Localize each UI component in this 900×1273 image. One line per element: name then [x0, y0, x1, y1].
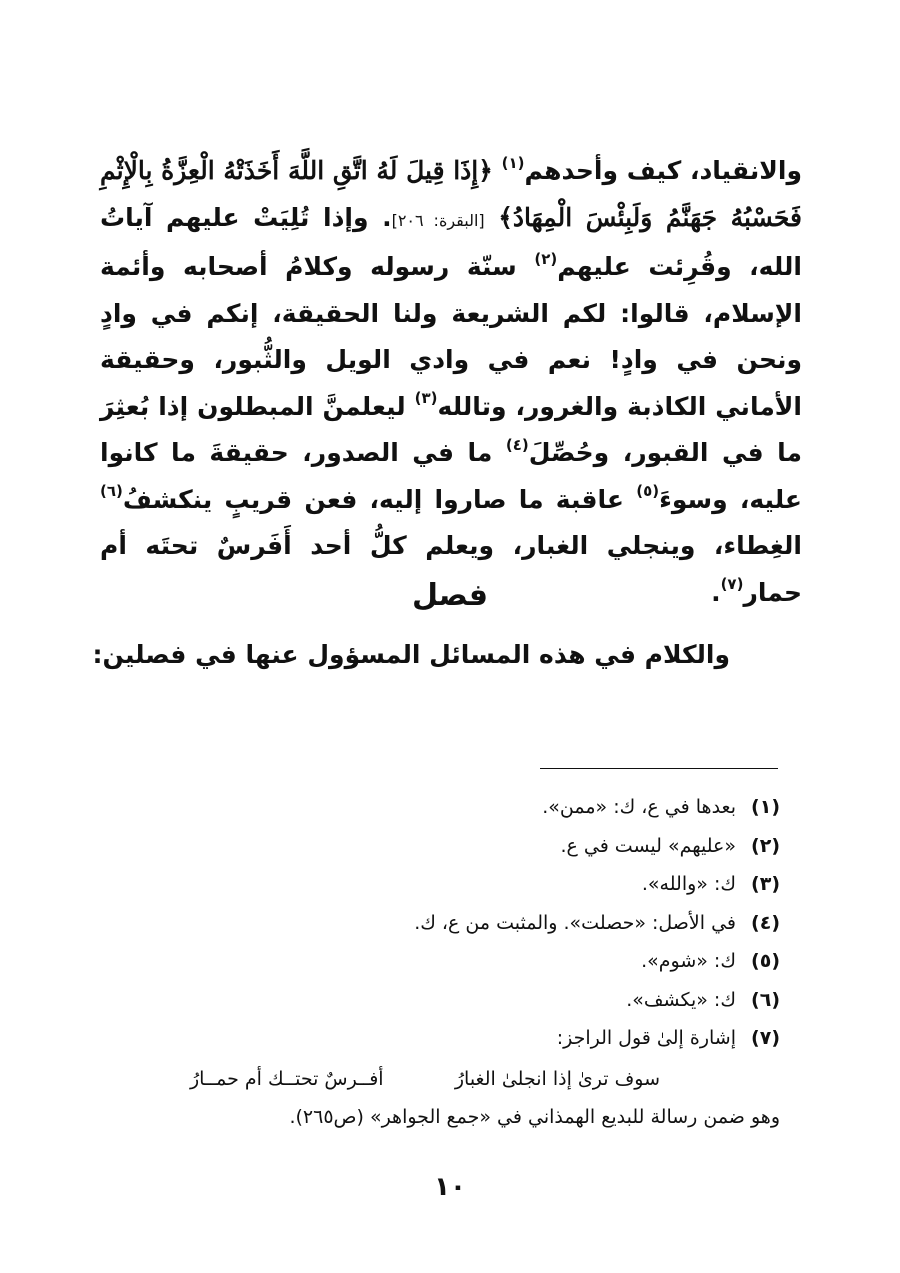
footnote-number: (٧): [751, 1027, 780, 1049]
body-text-segment: سنّة رسوله وكلامُ أصحابه وأئمة الإسلام، قالوا: لكم الشريعة ولنا الحقيقة، إنكم في وادٍ ونحن في وادٍ! نعم في وادي الويل والثُّبور، وحقيقة الأماني الكاذبة والغرور، وتالله: [100, 252, 802, 421]
footnote-ref-3[interactable]: (٣): [414, 389, 438, 408]
footnote-ref-6[interactable]: (٦): [100, 482, 123, 501]
footnote-7: [100, 1019, 780, 1058]
intro-line: والكلام في هذه المسائل المسؤول عنها في فصلين:: [92, 640, 730, 669]
footnote-number: (٢): [751, 834, 780, 857]
footnote-text: بعدها في ع، ك: «ممن».: [542, 796, 736, 818]
footnote-separator: [540, 768, 778, 769]
footnotes-list: [100, 788, 780, 1058]
footnote-1: [100, 788, 780, 827]
footnote-text: «عليهم» ليست في ع.: [560, 834, 736, 857]
footnote-number: (٦): [751, 988, 780, 1011]
footnote-6: [100, 981, 780, 1020]
body-text-segment: الغِطاء، وينجلي الغبار، ويعلم كلُّ أحد أَفَرسٌ تحتَه أم حمار: [100, 531, 802, 607]
verse-reference: [البقرة: ٢٠٦]: [391, 210, 485, 230]
body-text-segment: عاقبة ما صاروا إليه، فعن قريبٍ ينكشفُ: [122, 484, 625, 514]
source-note: وهو ضمن رسالة للبديع الهمذاني في «جمع الجواهر» (ص٢٦٥).: [289, 1106, 780, 1128]
footnote-ref-5[interactable]: (٥): [636, 482, 660, 501]
quran-open-bracket: ﴿: [478, 156, 493, 185]
footnote-number: (١): [751, 796, 780, 818]
section-title: فصل: [412, 578, 488, 613]
main-paragraph: [100, 148, 802, 616]
footnote-text: ك: «شوم».: [641, 950, 736, 972]
footnote-2: [100, 827, 780, 866]
footnote-number: (٥): [751, 950, 780, 972]
poem-verse: [190, 1068, 660, 1098]
footnote-text: إشارة إلىٰ قول الراجز:: [556, 1027, 736, 1049]
body-text-segment: والانقياد، كيف وأحدهم: [524, 156, 802, 185]
footnote-3: [100, 865, 780, 904]
body-text-segment: . وإذا تُلِيَتْ عليهم آياتُ الله، وقُرِئت عليهم: [100, 202, 803, 281]
body-text-segment: ما في الصدور، حقيقةَ ما كانوا عليه، وسوءَ: [100, 438, 802, 514]
footnote-4: [100, 904, 780, 943]
footnote-ref-1[interactable]: (١): [501, 153, 525, 172]
page-number: ١٠: [434, 1172, 466, 1202]
footnote-text: ك: «والله».: [641, 873, 736, 895]
footnote-5: [100, 942, 780, 981]
quran-close-bracket: ﴾: [498, 202, 513, 232]
footnote-ref-7[interactable]: (٧): [720, 575, 744, 594]
quran-verse: إِذَا قِيلَ لَهُ اتَّقِ اللَّهَ أَخَذَتْهُ الْعِزَّةُ بِالْإِثْمِ فَحَسْبُهُ جَهَنَّمُ وَلَبِئْسَ الْمِهَادُ: [100, 156, 802, 232]
footnote-number: (٤): [751, 911, 780, 934]
footnote-text: في الأصل: «حصلت». والمثبت من ع، ك.: [414, 911, 736, 934]
footnote-ref-2[interactable]: (٢): [534, 249, 558, 268]
body-text-segment: ليعلمنَّ المبطلون إذا بُعثِرَ ما في القبور، وحُصِّلَ: [100, 391, 802, 467]
body-text-segment: .: [711, 577, 721, 607]
poem-hemistich-second: أفــرسٌ تحتــك أم حمــارُ: [190, 1068, 384, 1090]
footnote-text: ك: «يكشف».: [626, 988, 736, 1011]
footnote-number: (٣): [751, 873, 780, 895]
poem-hemistich-first: سوف ترىٰ إذا انجلىٰ الغبارُ: [454, 1068, 660, 1090]
footnote-ref-4[interactable]: (٤): [505, 435, 529, 454]
